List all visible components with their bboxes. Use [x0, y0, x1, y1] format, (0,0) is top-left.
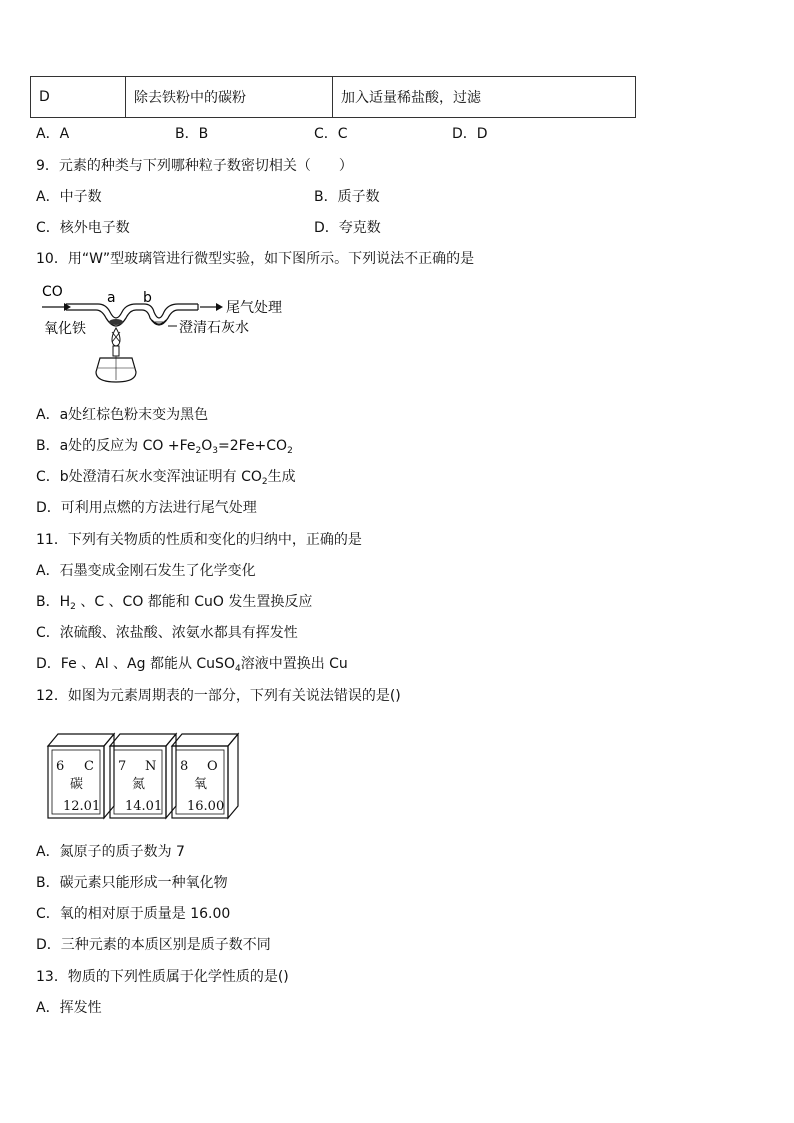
subscript: 2 [70, 602, 76, 612]
subscript: 2 [287, 446, 293, 456]
co-label: CO [42, 284, 63, 300]
tail-arrowhead [216, 303, 223, 311]
q10-b-text: =2Fe+CO [218, 438, 288, 454]
q10-b-text: B．a处的反应为 CO +Fe [36, 438, 196, 454]
q11-d-text: 溶液中置换出 Cu [240, 656, 348, 672]
symbol-oxygen: O [207, 759, 218, 774]
q12-option-a: A．氮原子的质子数为 7 [36, 844, 185, 860]
q11-option-c: C．浓硫酸、浓盐酸、浓氨水都具有挥发性 [36, 625, 298, 641]
atomic-number-oxygen: 8 [180, 759, 189, 774]
subscript: 4 [234, 664, 241, 674]
q8-option-c: C．C [314, 126, 348, 142]
q12-option-b: B．碳元素只能形成一种氧化物 [36, 875, 228, 891]
mass-nitrogen: 14.01 [125, 799, 163, 814]
name-nitrogen: 氮 [132, 777, 146, 792]
iron-oxide-label: 氧化铁 [44, 321, 86, 337]
q10-c-text: C．b处澄清石灰水变浑浊证明有 CO [36, 469, 262, 485]
table-cell-method: 加入适量稀盐酸，过滤 [333, 77, 636, 118]
q11-option-a: A．石墨变成金刚石发生了化学变化 [36, 563, 256, 579]
symbol-carbon: C [84, 759, 94, 774]
q9-option-d: D．夸克数 [314, 220, 381, 236]
label-a: a [107, 290, 116, 306]
atomic-number-carbon: 6 [56, 759, 65, 774]
name-oxygen: 氧 [194, 777, 208, 792]
mass-oxygen: 16.00 [187, 799, 225, 814]
q11-stem: 11．下列有关物质的性质和变化的归纳中，正确的是 [36, 532, 362, 548]
q8-option-a: A．A [36, 126, 70, 142]
table-cell-purpose: 除去铁粉中的碳粉 [126, 77, 333, 118]
q9-stem: 9．元素的种类与下列哪种粒子数密切相关（ ） [36, 158, 353, 174]
q11-d-text: D．Fe 、Al 、Ag 都能从 CuSO [36, 656, 235, 672]
q11-option-b [36, 593, 312, 616]
q8-option-d: D．D [452, 126, 488, 142]
table-cell-label: D [31, 77, 126, 118]
q13-stem: 13．物质的下列性质属于化学性质的是() [36, 969, 289, 985]
symbol-nitrogen: N [145, 759, 157, 774]
q11-option-d [36, 655, 348, 678]
subscript: 2 [261, 477, 268, 487]
name-carbon: 碳 [70, 777, 84, 792]
q9-option-c: C．核外电子数 [36, 220, 130, 236]
subscript: 2 [195, 446, 202, 456]
tail-gas-label: 尾气处理 [226, 300, 282, 316]
q10-stem: 10．用“W”型玻璃管进行微型实验，如下图所示。下列说法不正确的是 [36, 251, 475, 267]
q10-option-b [36, 437, 293, 460]
label-b: b [143, 290, 152, 306]
q10-option-a: A．a处红棕色粉末变为黑色 [36, 407, 209, 423]
q12-option-d: D．三种元素的本质区别是质子数不同 [36, 937, 271, 953]
answer-table [30, 76, 636, 118]
q10-c-text: 生成 [267, 469, 296, 485]
q9-option-b: B．质子数 [314, 189, 380, 205]
atomic-number-nitrogen: 7 [118, 759, 127, 774]
q11-b-text: 、C 、CO 都能和 CuO 发生置换反应 [75, 594, 313, 610]
q10-option-d: D．可利用点燃的方法进行尾气处理 [36, 500, 257, 516]
q12-option-c: C．氧的相对原于质量是 16.00 [36, 906, 231, 922]
subscript: 3 [212, 446, 219, 456]
q12-stem: 12．如图为元素周期表的一部分，下列有关说法错误的是() [36, 688, 401, 704]
iron-oxide-powder [109, 319, 123, 325]
mass-carbon: 12.01 [63, 799, 101, 814]
table-row [31, 77, 636, 118]
lamp-wick [113, 346, 119, 356]
q11-b-text: B．H [36, 594, 71, 610]
q10-option-c [36, 468, 296, 491]
q8-option-b: B．B [175, 126, 209, 142]
w-tube-apparatus-figure [40, 282, 300, 392]
q10-b-text: O [201, 438, 213, 454]
q9-option-a: A．中子数 [36, 189, 102, 205]
limewater-label: 澄清石灰水 [179, 320, 249, 336]
q13-option-a: A．挥发性 [36, 1000, 102, 1016]
